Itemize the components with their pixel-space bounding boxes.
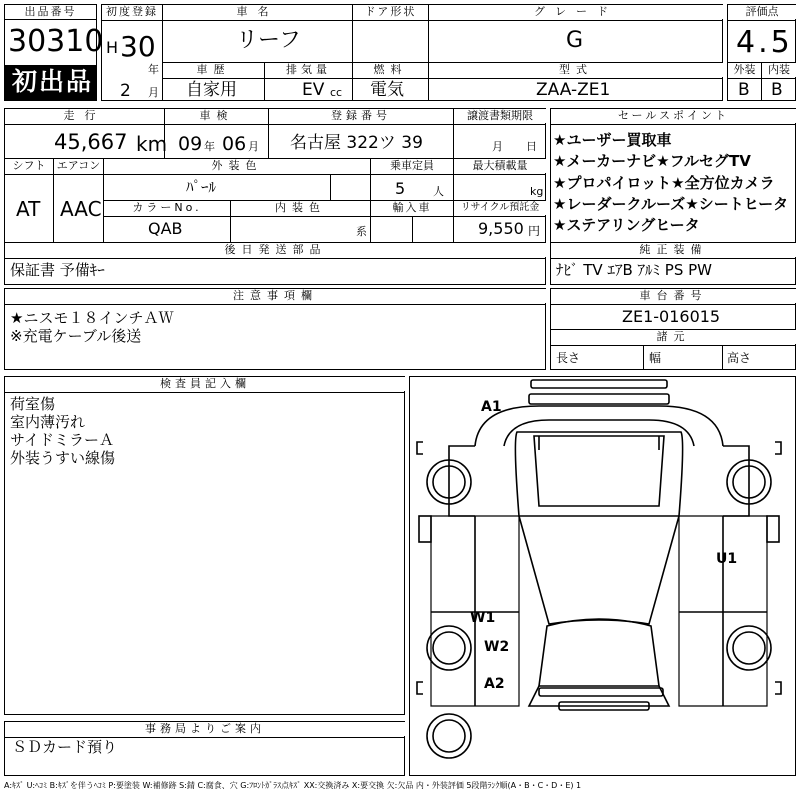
inspection-year-unit: 年 (204, 140, 215, 153)
recycle-unit: 円 (528, 224, 541, 238)
spec-height: 高さ (727, 351, 752, 365)
genuine-value: ﾅﾋﾞ TV ｴｱB ｱﾙﾐ PS PW (556, 261, 712, 279)
first-reg-month-unit: 月 (148, 86, 159, 99)
sales-point-4: ★レーダークルーズ★シートヒータ (553, 195, 789, 213)
grade-label: グレード (429, 5, 723, 19)
inspector-line-2: 室内薄汚れ (10, 413, 86, 431)
displacement-value: EV (302, 80, 325, 100)
notes-line-1: ★ニスモ１８インチＡＷ (10, 309, 174, 327)
recycle-value: 9,550 (478, 219, 524, 238)
import-label: 輸入車 (371, 201, 453, 215)
capacity-value: 5 (395, 179, 406, 198)
later-parts-label: 後日発送部品 (5, 243, 546, 257)
spec-length: 長さ (556, 351, 581, 365)
interior-score: B (771, 80, 783, 100)
score-label: 評価点 (728, 5, 796, 19)
transfer-day-unit: 日 (526, 140, 537, 153)
max-load-unit: kg (530, 185, 544, 198)
damage-mark-w2: W2 (484, 639, 510, 655)
capacity-unit: 人 (433, 185, 444, 198)
exterior-score-label: 外装 (728, 63, 761, 77)
later-parts-value: 保証書 予備ｷｰ (10, 261, 105, 279)
aircon-value: AAC (60, 197, 102, 221)
mileage-value: 45,667 (54, 130, 128, 154)
spec-width: 幅 (649, 351, 662, 365)
chassis-value: ZE1-016015 (622, 307, 721, 326)
lot-number: 30310 (8, 24, 104, 59)
damage-mark-u1: U1 (716, 551, 738, 567)
interior-score-label: 内装 (762, 63, 796, 77)
plate-value: 名古屋 322ツ 39 (290, 133, 423, 153)
shift-label: シフト (5, 159, 53, 173)
history-label: 車歴 (163, 63, 264, 77)
displacement-unit: cc (330, 86, 343, 99)
car-diagram (409, 376, 796, 776)
first-reg-era: H (106, 38, 119, 57)
first-reg-label: 初度登録 (102, 5, 162, 19)
max-load-label: 最大積載量 (454, 159, 546, 173)
history-value: 自家用 (186, 80, 237, 100)
inspection-year: 09 (178, 133, 203, 155)
fuel-label: 燃料 (353, 63, 428, 77)
aircon-label: エアコン (54, 159, 103, 173)
score-value: 4.5 (736, 25, 793, 60)
inspector-line-1: 荷室傷 (10, 395, 56, 413)
color-no-value: QAB (148, 219, 183, 238)
interior-color-suffix: 系 (356, 225, 367, 238)
transfer-label: 譲渡書類期限 (454, 109, 546, 123)
model-label: 型式 (429, 63, 723, 77)
mileage-unit: km (136, 132, 168, 156)
interior-color-label: 内装色 (231, 201, 370, 215)
office-label: 事務局よりご案内 (5, 722, 405, 736)
fuel-value: 電気 (370, 80, 404, 100)
grade-value: G (566, 28, 584, 53)
specs-label: 諸元 (551, 330, 796, 344)
transfer-month-unit: 月 (492, 140, 503, 153)
office-value: ＳＤカード預り (12, 738, 118, 756)
damage-mark-a1: A1 (481, 399, 502, 415)
lot-label: 出品番号 (5, 5, 96, 20)
capacity-label: 乗車定員 (371, 159, 453, 173)
genuine-label: 純正装備 (551, 243, 796, 257)
notes-line-2: ※充電ケーブル後送 (10, 327, 142, 345)
exterior-color-label: 外装色 (104, 159, 370, 173)
exterior-color-value: ﾊﾟｰﾙ (186, 178, 217, 196)
inspection-month: 06 (222, 133, 247, 155)
exterior-score: B (738, 80, 750, 100)
legend: A:ｷｽﾞ U:ﾍｺﾐ B:ｷｽﾞを伴うﾍｺﾐ P:要塗装 W:補修跡 S:錆 C:腐食、穴 G:ﾌﾛﾝﾄｶﾞﾗｽ点ｷｽﾞ XX:交換済み X:要交換 欠:欠品 内・外装評価 5段階ﾗﾝｸ順(A・B・C・D・E) 1 (4, 781, 582, 790)
inspection-label: 車検 (165, 109, 268, 123)
sales-point-3: ★プロパイロット★全方位カメラ (553, 174, 775, 192)
damage-mark-w1: W1 (470, 610, 496, 626)
first-reg-month: 2 (120, 81, 131, 101)
model-value: ZAA-ZE1 (536, 80, 611, 100)
inspector-line-4: 外装うすい線傷 (10, 449, 116, 467)
displacement-label: 排気量 (265, 63, 352, 77)
damage-mark-a2: A2 (484, 676, 505, 692)
first-listing-label: 初出品 (12, 67, 94, 96)
sales-point-1: ★ユーザー買取車 (553, 131, 672, 149)
sales-points-label: セールスポイント (551, 109, 796, 123)
mileage-label: 走行 (5, 109, 164, 123)
car-name-label: 車名 (163, 5, 352, 19)
sales-point-2: ★メーカーナビ★フルセグTV (553, 152, 751, 170)
color-no-label: カラーNo. (104, 201, 230, 215)
plate-label: 登録番号 (269, 109, 453, 123)
chassis-label: 車台番号 (551, 289, 796, 303)
car-name-value: リーフ (236, 28, 301, 53)
inspector-line-3: サイドミラーＡ (10, 431, 114, 449)
recycle-label: リサイクル預託金 (454, 201, 546, 215)
first-reg-year: 30 (120, 30, 156, 63)
notes-label: 注意事項欄 (5, 289, 546, 303)
door-label: ドア形状 (353, 5, 428, 19)
inspection-month-unit: 月 (248, 140, 259, 153)
shift-value: AT (16, 197, 41, 221)
first-reg-year-unit: 年 (148, 63, 159, 76)
sales-point-5: ★ステアリングヒータ (553, 216, 700, 234)
inspector-label: 検査員記入欄 (5, 377, 405, 391)
